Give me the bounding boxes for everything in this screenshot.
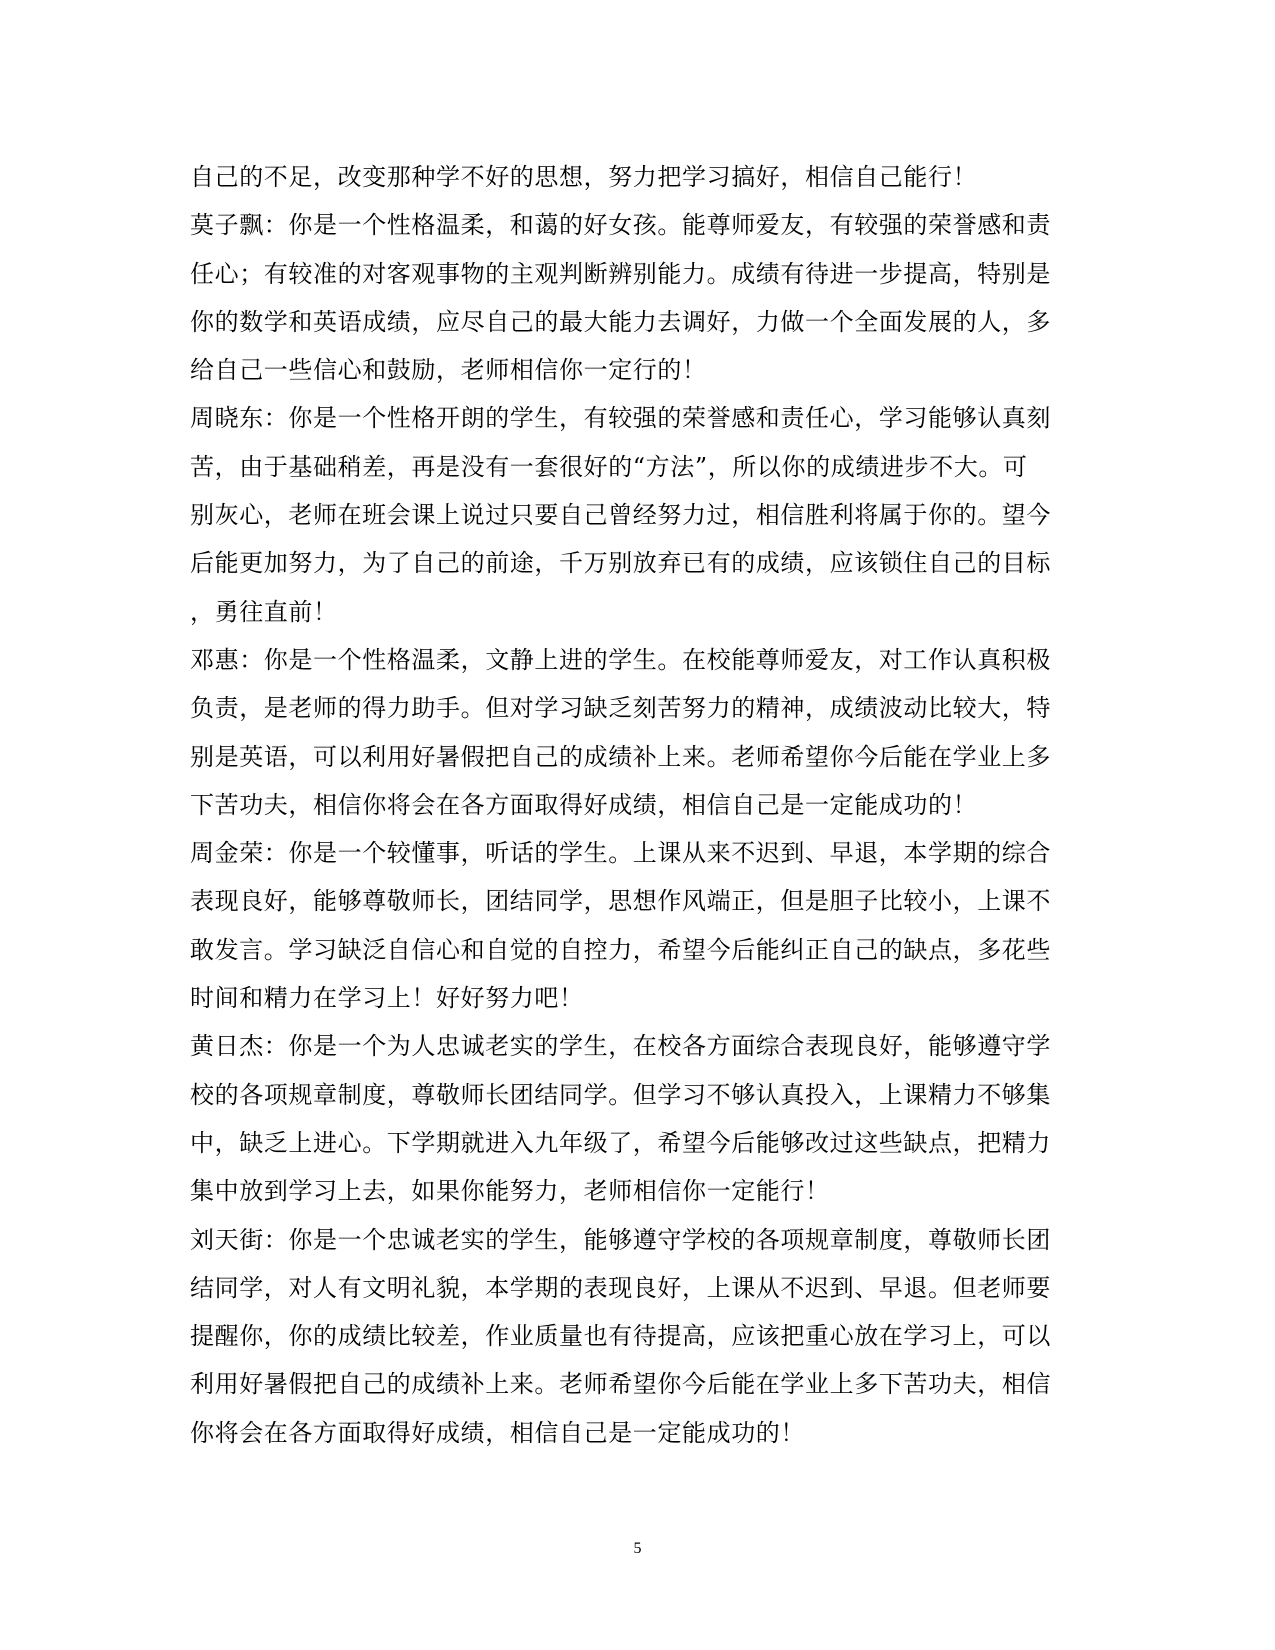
text-line: 中，缺乏上进心。下学期就进入九年级了，希望今后能够改过这些缺点，把精力 [190,1128,1051,1157]
text-line: 校的各项规章制度，尊敬师长团结同学。但学习不够认真投入，上课精力不够集 [190,1080,1051,1109]
text-line: 提醒你，你的成绩比较差，作业质量也有待提高，应该把重心放在学习上，可以 [190,1322,1051,1351]
text-line: 周金荣：你是一个较懂事，听话的学生。上课从来不迟到、早退，本学期的综合 [190,839,1051,868]
text-line: 别灰心，老师在班会课上说过只要自己曾经努力过，相信胜利将属于你的。望今 [190,501,1051,530]
text-line: 后能更加努力，为了自己的前途，千万别放弃已有的成绩，应该锁住自己的目标 [190,549,1051,578]
text-line: 集中放到学习上去，如果你能努力，老师相信你一定能行！ [190,1177,830,1206]
text-line: 下苦功夫，相信你将会在各方面取得好成绩，相信自己是一定能成功的！ [190,790,978,819]
text-line: 负责，是老师的得力助手。但对学习缺乏刻苦努力的精神，成绩波动比较大，特 [190,694,1051,723]
text-line: 你的数学和英语成绩，应尽自己的最大能力去调好，力做一个全面发展的人，多 [190,307,1051,336]
text-line: 表现良好，能够尊敬师长，团结同学，思想作风端正，但是胆子比较小，上课不 [190,887,1051,916]
text-line: 任心；有较准的对客观事物的主观判断辨别能力。成绩有待进一步提高，特别是 [190,259,1051,288]
text-line: 敢发言。学习缺泛自信心和自觉的自控力，希望今后能纠正自己的缺点，多花些 [190,935,1051,964]
text-line: ，勇往直前！ [190,597,338,626]
page-number: 5 [633,1540,642,1557]
text-line: 结同学，对人有文明礼貌，本学期的表现良好，上课从不迟到、早退。但老师要 [190,1273,1051,1302]
text-line: 利用好暑假把自己的成绩补上来。老师希望你今后能在学业上多下苦功夫，相信 [190,1370,1051,1399]
text-line: 黄日杰：你是一个为人忠诚老实的学生，在校各方面综合表现良好，能够遵守学 [190,1032,1051,1061]
text-line: 给自己一些信心和鼓励，老师相信你一定行的！ [190,356,707,385]
text-line: 莫子飘：你是一个性格温柔，和蔼的好女孩。能尊师爱友，有较强的荣誉感和责 [190,211,1051,240]
text-line: 苦，由于基础稍差，再是没有一套很好的“方法”，所以你的成绩进步不大。可 [190,452,1028,481]
text-line: 自己的不足，改变那种学不好的思想，努力把学习搞好，相信自己能行！ [190,163,978,191]
text-line: 周晓东：你是一个性格开朗的学生，有较强的荣誉感和责任心，学习能够认真刻 [190,404,1051,433]
text-line: 刘天街：你是一个忠诚老实的学生，能够遵守学校的各项规章制度，尊敬师长团 [190,1225,1051,1254]
text-line: 你将会在各方面取得好成绩，相信自己是一定能成功的！ [190,1418,805,1447]
text-line: 邓惠：你是一个性格温柔，文静上进的学生。在校能尊师爱友，对工作认真积极 [190,645,1051,674]
text-line: 别是英语，可以利用好暑假把自己的成绩补上来。老师希望你今后能在学业上多 [190,742,1051,771]
body-text [190,153,1070,1457]
text-line: 时间和精力在学习上！好好努力吧！ [190,984,584,1013]
